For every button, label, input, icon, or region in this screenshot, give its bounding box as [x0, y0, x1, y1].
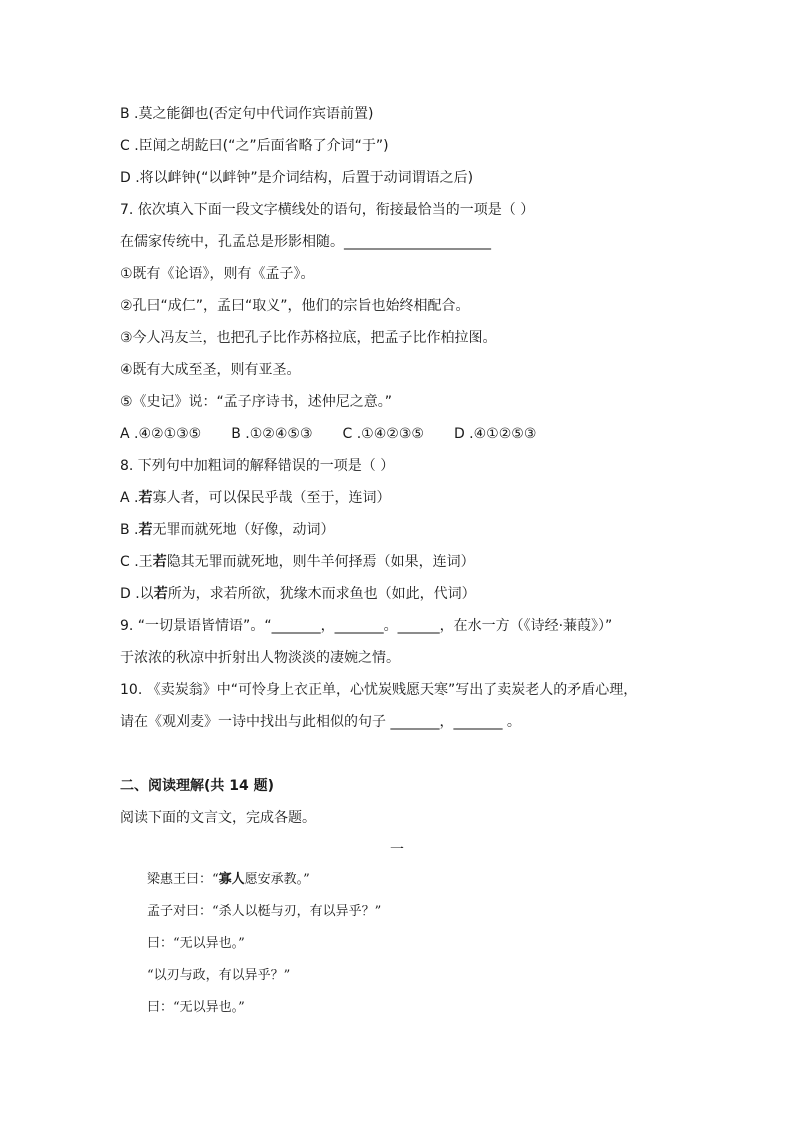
q6-option-d: D .将以衅钟(“以衅钟”是介词结构，后置于动词谓语之后) [120, 170, 474, 186]
option-rest: 无罪而就死地（好像，动词） [152, 522, 335, 538]
q7-options [120, 424, 566, 444]
passage-text: 梁惠王曰：“ [147, 872, 219, 887]
passage-line-2: 孟子对曰：“杀人以梃与刃，有以异乎？” [147, 904, 382, 919]
q7-option-b: B .①②④⑤③ [231, 426, 313, 442]
q10-line-1: 10. 《卖炭翁》中“可怜身上衣正单，心忧炭贱愿天寒”写出了卖炭老人的矛盾心理， [120, 682, 638, 698]
q9-line-2: 于浓浓的秋凉中折射出人物淡淡的凄婉之情。 [120, 650, 400, 666]
q10-line-2: 请在《观刈麦》一诗中找出与此相似的句子 _______，_______ 。 [120, 714, 521, 730]
part-marker: 一 [390, 842, 404, 858]
passage-line-4: “以刃与政，有以异乎？” [147, 968, 291, 983]
option-rest: 隐其无罪而就死地，则牛羊何择焉（如果，连词） [166, 554, 475, 570]
q8-option-d [120, 584, 476, 604]
option-prefix: B . [120, 522, 139, 538]
q9-line-1: 9. “一切景语皆情语”。“_______，_______。______，在水一方（《诗经·蒹葭》）” [120, 618, 613, 634]
option-prefix: D .以 [120, 586, 154, 602]
q7-item-5: ⑤《史记》说：“孟子序诗书，述仲尼之意。” [120, 394, 393, 410]
q7-item-2: ②孔曰“成仁”，孟曰“取义”，他们的宗旨也始终相配合。 [120, 298, 470, 314]
bold-word: 若 [152, 554, 167, 570]
q8-option-a [120, 488, 390, 508]
q7-option-c: C .①④②③⑤ [342, 426, 424, 442]
passage-line-3: 曰：“无以异也。” [147, 936, 245, 951]
option-prefix: A . [120, 490, 139, 506]
q7-item-3: ③今人冯友兰，也把孔子比作苏格拉底，把孟子比作柏拉图。 [120, 330, 497, 346]
q6-option-c: C .臣闻之胡龁曰(“之”后面省略了介词“于”) [120, 138, 389, 154]
passage-line-5: 曰：“无以异也。” [147, 1000, 245, 1015]
q7-option-a: A .④②①③⑤ [120, 426, 202, 442]
q8-option-c [120, 552, 475, 572]
bold-word: 若 [153, 586, 168, 602]
q7-item-4: ④既有大成至圣，则有亚圣。 [120, 362, 301, 378]
q7-context: 在儒家传统中，孔孟总是形影相随。_____________________ [120, 234, 491, 250]
option-rest: 寡人者，可以保民乎哉（至于，连词） [152, 490, 391, 506]
section-heading: 二、阅读理解(共 14 题) [120, 778, 275, 794]
q7-option-d: D .④①②⑤③ [453, 426, 537, 442]
passage-line-1 [147, 870, 310, 890]
q8-option-b [120, 520, 335, 540]
section-intro: 阅读下面的文言文，完成各题。 [120, 810, 316, 826]
option-prefix: C .王 [120, 554, 153, 570]
q6-option-b: B .莫之能御也(否定句中代词作宾语前置) [120, 106, 374, 122]
bold-word: 若 [138, 490, 153, 506]
option-rest: 所为，求若所欲，犹缘木而求鱼也（如此，代词） [167, 586, 476, 602]
q8-stem: 8. 下列句中加粗词的解释错误的一项是（ ） [120, 458, 395, 474]
passage-text: 愿安承教。” [244, 872, 310, 887]
bold-word: 寡人 [218, 872, 245, 887]
q7-stem: 7. 依次填入下面一段文字横线处的语句，衔接最恰当的一项是（ ） [120, 202, 535, 218]
bold-word: 若 [138, 522, 153, 538]
q7-item-1: ①既有《论语》，则有《孟子》。 [120, 266, 315, 282]
